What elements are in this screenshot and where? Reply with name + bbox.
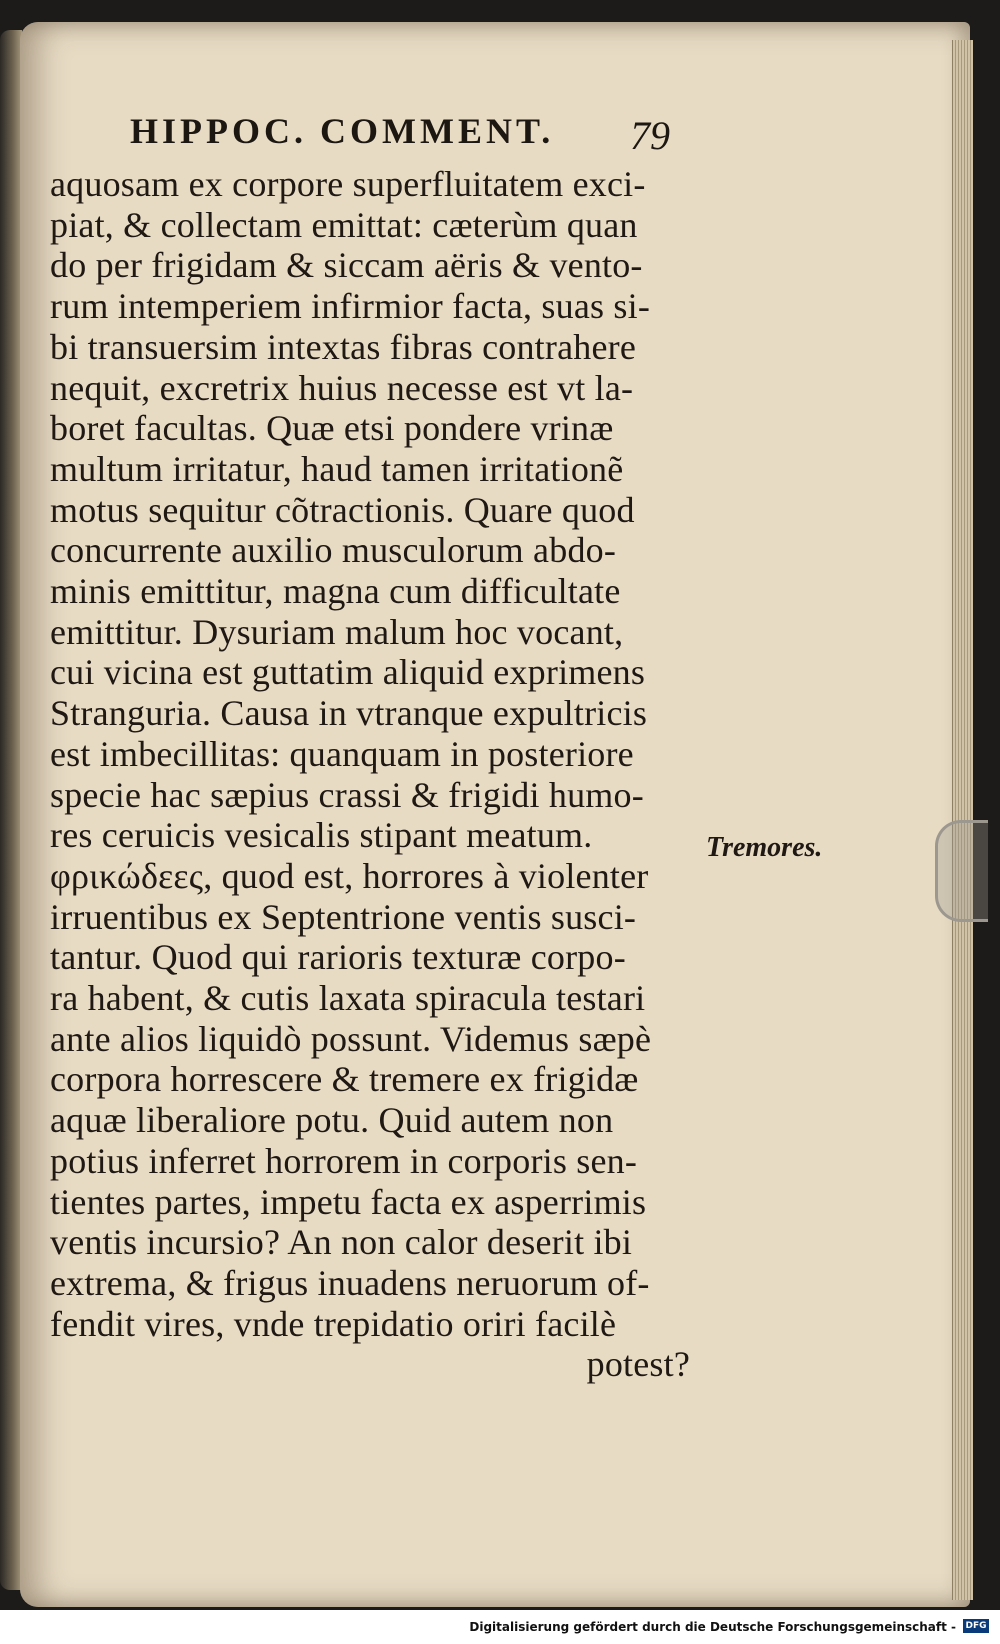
page-clip: [935, 820, 988, 922]
text-line: est imbecillitas: quanquam in posteriore: [50, 733, 634, 774]
text-line: φρικώδεες, quod est, horrores à violenter: [50, 855, 649, 896]
text-line: ante alios liquidò possunt. Videmus sæpè: [50, 1018, 652, 1059]
text-line: tientes partes, impetu facta ex asperrimis: [50, 1181, 647, 1222]
text-line: boret facultas. Quæ etsi pondere vrinæ: [50, 408, 614, 449]
text-line: tantur. Quod qui rarioris texturæ corpo-: [50, 937, 626, 978]
text-line: emittitur. Dysuriam malum hoc vocant,: [50, 611, 624, 652]
text-line: multum irritatur, haud tamen irritationẽ: [50, 448, 624, 489]
text-line: nequit, excretrix huius necesse est vt la-: [50, 367, 634, 408]
text-line: concurrente auxilio musculorum abdo-: [50, 530, 617, 571]
text-line: aquosam ex corpore superfluitatem exci-: [50, 164, 646, 204]
running-header: HIPPOC. COMMENT.: [130, 111, 555, 151]
body-text: [50, 164, 690, 1385]
text-line: bi transuersim intextas fibras contrahere: [50, 326, 636, 367]
text-line: corpora horrescere & tremere ex frigidæ: [50, 1059, 639, 1100]
text-line: minis emittitur, magna cum difficultate: [50, 571, 621, 612]
text-line: potius inferret horrorem in corporis sen-: [50, 1140, 638, 1181]
text-line: specie hac sæpius crassi & frigidi humo-: [50, 774, 644, 815]
text-line: piat, & collectam emittat: cæterùm quan: [50, 204, 638, 245]
page-number: 79: [630, 113, 670, 158]
text-line: aquæ liberaliore potu. Quid autem non: [50, 1100, 614, 1141]
marginal-note: Tremores.: [706, 832, 823, 863]
text-line: cui vicina est guttatim aliquid exprimens: [50, 652, 646, 693]
text-line: ventis incursio? An non calor deserit ibi: [50, 1222, 633, 1263]
text-line: fendit vires, vnde trepidatio oriri facilè: [50, 1303, 617, 1344]
text-line: extrema, & frigus inuadens neruorum of-: [50, 1262, 650, 1303]
text-line: motus sequitur cõtractionis. Quare quod: [50, 489, 635, 530]
text-line: rum intemperiem infirmior facta, suas si-: [50, 286, 651, 327]
text-line-last: potest?: [586, 1344, 690, 1385]
text-line: res ceruicis vesicalis stipant meatum.: [50, 815, 593, 856]
text-line: irruentibus ex Septentrione ventis susci-: [50, 896, 637, 937]
text-line: do per frigidam & siccam aëris & vento-: [50, 245, 643, 286]
book-spine-edge: [0, 30, 22, 1590]
dfg-logo: DFG: [963, 1619, 989, 1633]
text-line: ra habent, & cutis laxata spiracula testari: [50, 978, 646, 1019]
text-line: Stranguria. Causa in vtranque expultricis: [50, 693, 648, 734]
footer-credit: Digitalisierung gefördert durch die Deutsche Forschungsgemeinschaft -: [469, 1620, 956, 1634]
